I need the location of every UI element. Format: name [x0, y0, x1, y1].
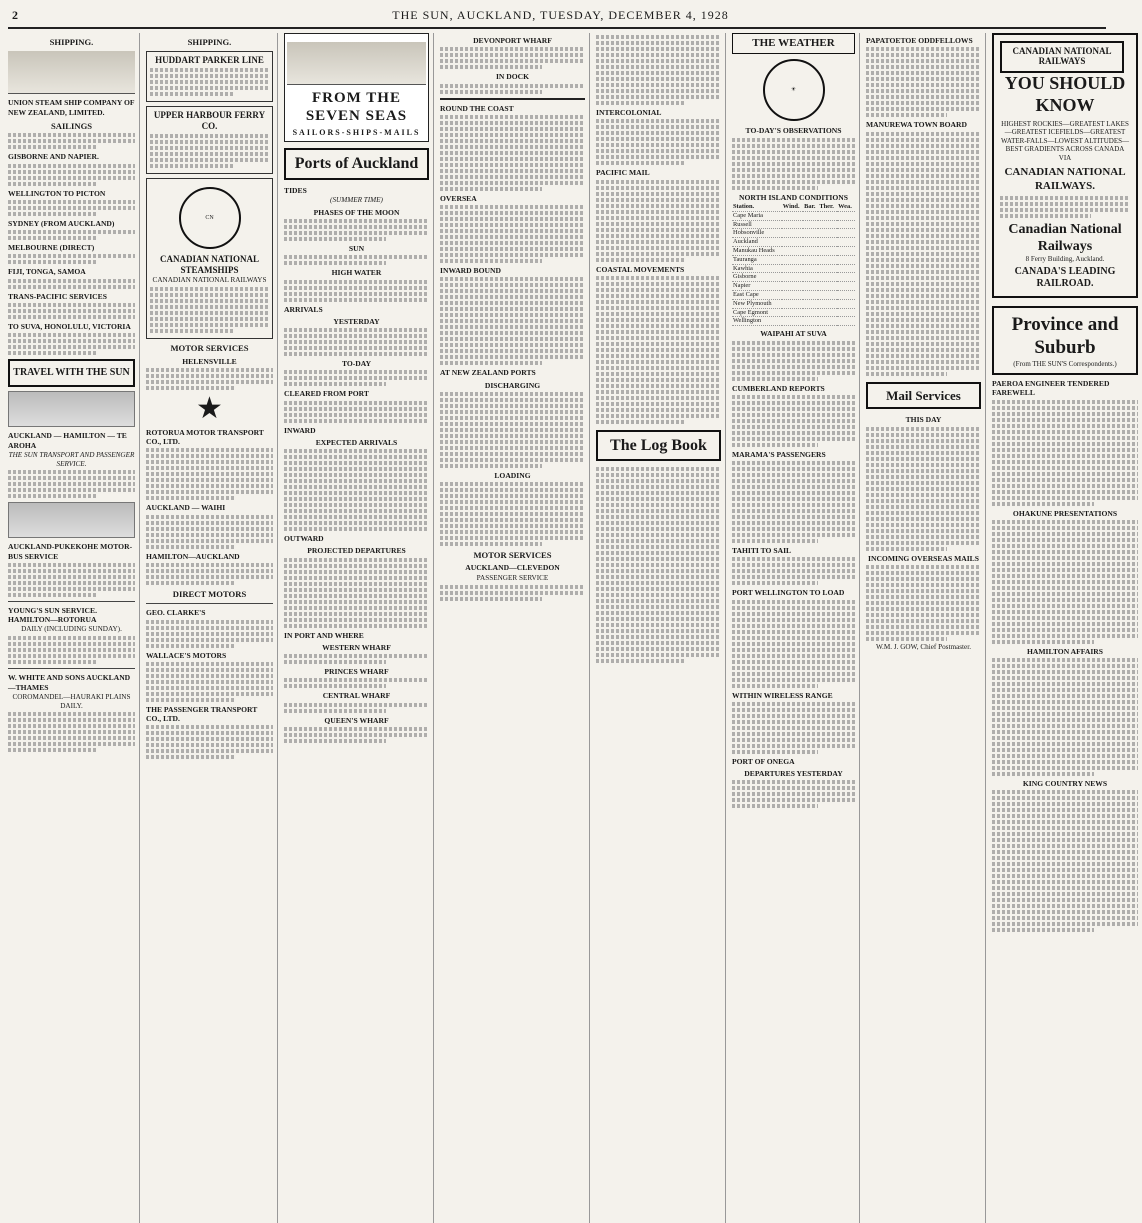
north-island-heading: NORTH ISLAND CONDITIONS [738, 192, 849, 202]
column-8 [992, 33, 1142, 1223]
cn-address: 8 Ferry Building, Auckland. [1025, 255, 1105, 264]
round-coast-heading: ROUND THE COAST [440, 103, 514, 113]
route-6: TRANS-PACIFIC SERVICES [8, 291, 107, 301]
log-book-title: The Log Book [596, 430, 721, 462]
route-5: FIJI, TONGA, SAMOA [8, 267, 86, 277]
cleared-heading: CLEARED FROM PORT [284, 389, 369, 399]
ports-of-auckland-title: Ports of Auckland [284, 148, 429, 180]
queens-wharf: QUEEN'S WHARF [324, 715, 389, 725]
western-wharf: WESTERN WHARF [322, 642, 391, 652]
column-7 [866, 33, 986, 1223]
pukekohe-ad: AUCKLAND-PUKEKOHE MOTOR-BUS SERVICE [8, 542, 133, 561]
intercolonial-heading: INTERCOLONIAL [596, 108, 662, 117]
loading-heading: LOADING [494, 470, 531, 480]
pacific-mail-heading: PACIFIC MAIL [596, 168, 650, 178]
seven-seas-banner [284, 33, 429, 142]
rotorua-ad: YOUNG'S SUN SERVICE. HAMILTON—ROTORUA [8, 605, 97, 625]
princes-wharf: PRINCES WHARF [324, 667, 389, 677]
expected-arrivals-heading: EXPECTED ARRIVALS [315, 437, 398, 447]
arrivals-today: TO-DAY [341, 359, 372, 369]
shipping-heading: SHIPPING. [49, 37, 94, 47]
column-6 [732, 33, 860, 1223]
nz-ports-heading: AT NEW ZEALAND PORTS [440, 368, 536, 378]
table-row: Manukau Heads [732, 246, 855, 255]
route-7: TO SUVA, HONOLULU, VICTORIA [8, 321, 131, 331]
projected-departures-heading: PROJECTED DEPARTURES [307, 546, 406, 556]
th-bar: Bar. [803, 203, 818, 211]
outward-heading: OUTWARD [284, 534, 324, 544]
te-aroha-subtitle: THE SUN TRANSPORT AND PASSENGER SERVICE. [8, 450, 135, 468]
column-3 [284, 33, 434, 1223]
seven-seas-subtitle: SAILORS-SHIPS-MAILS [292, 127, 421, 137]
table-row: East Cape [732, 291, 855, 300]
helensville-ad: HELENSVILLE [182, 356, 237, 366]
king-country-heading: KING COUNTRY NEWS [1022, 779, 1108, 789]
central-wharf: CENTRAL WHARF [322, 691, 391, 701]
hamilton-auckland-ad: HAMILTON—AUCKLAND [146, 551, 240, 561]
devonport-wharf: DEVONPORT WHARF [473, 36, 552, 45]
page-number: 2 [12, 8, 19, 22]
sun-heading: SUN [348, 244, 365, 254]
ysk-subtitle: HIGHEST ROCKIES—GREATEST LAKES—GREATEST ICEFIELDS—GREATEST WATER-FALLS—LOWEST ALTITUDES—BEST GRADIENTS ACROSS CANADA VIA [1000, 119, 1129, 162]
waihi-ad: AUCKLAND — WAIHI [146, 503, 226, 513]
white-sons-ad: W. WHITE AND SONS AUCKLAND—THAMES [8, 673, 131, 692]
province-suburb-title: Province and Suburb [1011, 314, 1119, 359]
route-3: SYDNEY (FROM AUCKLAND) [8, 218, 115, 228]
cn-brand: Canadian National Railways [1008, 222, 1122, 255]
weather-table [732, 203, 855, 326]
table-row: New Plymouth [732, 299, 855, 308]
ohakune-heading: OHAKUNE PRESENTATIONS [1012, 508, 1118, 518]
table-row: Hobsonville [732, 229, 855, 238]
discharging-heading: DISCHARGING [484, 380, 541, 390]
direct-motors-heading: DIRECT MOTORS [172, 588, 247, 599]
upper-harbour-ad: UPPER HARBOUR FERRY CO. [153, 110, 266, 132]
table-row: Tauranga [732, 255, 855, 264]
cn-steamships-ad: CANADIAN NATIONAL STEAMSHIPS [159, 254, 260, 276]
ship-illustration [8, 51, 135, 94]
table-row: Cape Maria [732, 211, 855, 220]
coastal-heading: COASTAL MOVEMENTS [596, 264, 685, 274]
summer-time-label: (SUMMER TIME) [330, 196, 383, 205]
paeroa-heading: PAEROA ENGINEER TENDERED FAREWELL [992, 379, 1110, 398]
table-row: Russell [732, 220, 855, 229]
table-row: Wellington [732, 317, 855, 326]
cn-railways-ad [992, 33, 1138, 298]
star-emblem: ★ [196, 391, 223, 425]
postmaster-signoff: W.M. J. GOW, Chief Postmaster. [875, 642, 972, 651]
moon-phases-heading: PHASES OF THE MOON [313, 207, 400, 217]
route-2: WELLINGTON TO PICTON [8, 188, 106, 198]
cn-railways-line: CANADIAN NATIONAL RAILWAYS [152, 276, 267, 285]
column-4 [440, 33, 590, 1223]
clevedon-ad: AUCKLAND—CLEVEDON [465, 563, 560, 573]
rotorua-subtitle: DAILY (INCLUDING SUNDAY). [21, 625, 122, 634]
th-wind: Wind. [782, 203, 803, 211]
clarke-ad: GEO. CLARKE'S [146, 608, 206, 618]
oversea-heading: OVERSEA [440, 193, 477, 203]
passenger-transport-ad: THE PASSENGER TRANSPORT CO., LTD. [146, 704, 258, 724]
rotorua-motor-ad: ROTORUA MOTOR TRANSPORT CO., LTD. [146, 427, 264, 447]
table-row: Kawhia [732, 264, 855, 273]
province-suburb-banner [992, 306, 1138, 375]
ussco-ad-title: UNION STEAM SHIP COMPANY OF NEW ZEALAND, LIMITED. [8, 98, 135, 117]
travel-with-the-sun-banner: TRAVEL WITH THE SUN [8, 359, 135, 387]
clevedon-subtitle: PASSENGER SERVICE [476, 573, 549, 582]
cn-tagline: CANADA'S LEADING RAILROAD. [1014, 265, 1116, 290]
seven-seas-title: FROM THE SEVEN SEAS [305, 90, 408, 125]
te-aroha-ad: AUCKLAND — HAMILTON — TE AROHA [8, 431, 127, 450]
bus-illustration [8, 391, 135, 427]
route-1: GISBORNE AND NAPIER. [8, 152, 99, 162]
route-4: MELBOURNE (DIRECT) [8, 243, 95, 253]
province-suburb-subtitle: (From THE SUN'S Correspondents.) [1013, 359, 1117, 368]
mail-services-title: Mail Services [866, 382, 981, 410]
papatoetoe-heading: PAPATOETOE ODDFELLOWS [866, 36, 973, 45]
weather-emblem: ☀ [763, 59, 825, 121]
column-1 [8, 33, 140, 1223]
column-2 [146, 33, 278, 1223]
arrivals-yesterday: YESTERDAY [333, 316, 380, 326]
wireless-heading: WITHIN WIRELESS RANGE [732, 690, 833, 700]
th-station: Station. [732, 203, 782, 211]
inward-bound-heading: INWARD BOUND [440, 266, 501, 275]
weather-observations: TO-DAY'S OBSERVATIONS [745, 126, 842, 136]
cn-name: CANADIAN NATIONAL RAILWAYS. [1004, 166, 1126, 192]
table-row: Gisborne [732, 273, 855, 282]
tides-heading: TIDES [284, 185, 307, 195]
white-sons-subtitle: COROMANDEL—HAURAKI PLAINS DAILY. [12, 692, 131, 710]
shipping-heading-2: SHIPPING. [187, 37, 232, 47]
tahiti-heading: TAHITI TO SAIL [732, 546, 792, 556]
inward-heading: INWARD [284, 425, 316, 435]
departures-heading: DEPARTURES YESTERDAY [744, 769, 843, 779]
sailing-ship-illustration [287, 42, 426, 85]
masthead [8, 6, 1106, 29]
you-should-know-headline: YOU SHOULD KNOW [1004, 72, 1126, 115]
hamilton-affairs-heading: HAMILTON AFFAIRS [1026, 646, 1104, 656]
high-water-heading: HIGH WATER [331, 268, 382, 278]
weather-heading: THE WEATHER [732, 33, 855, 54]
this-day-heading: THIS DAY [905, 415, 942, 425]
in-port-heading: IN PORT AND WHERE [284, 630, 364, 640]
passengers-heading: MARAMA'S PASSENGERS [732, 449, 826, 459]
in-dock: IN DOCK [495, 72, 530, 82]
wallace-ad: WALLACE'S MOTORS [146, 650, 227, 660]
th-wea: Wea. [837, 203, 855, 211]
sailings-heading: SAILINGS [50, 120, 93, 131]
port-load-heading: PORT WELLINGTON TO LOAD [732, 588, 845, 598]
cumberland-heading: CUMBERLAND REPORTS [732, 383, 825, 393]
column-5 [596, 33, 726, 1223]
cn-logo: CANADIAN NATIONAL RAILWAYS [1000, 41, 1124, 73]
arrivals-heading: ARRIVALS [284, 304, 323, 314]
huddart-parker-ad: HUDDART PARKER LINE [155, 55, 264, 66]
th-ther: Ther. [818, 203, 837, 211]
motor-services-heading: MOTOR SERVICES [170, 343, 249, 354]
port-onega-heading: PORT OF ONEGA [732, 756, 795, 766]
cn-emblem: CN [179, 187, 241, 249]
incoming-mails-heading: INCOMING OVERSEAS MAILS [868, 553, 979, 563]
manurewa-heading: MANUREWA TOWN BOARD [866, 120, 967, 130]
table-row: Auckland [732, 238, 855, 247]
table-row: Napier [732, 282, 855, 291]
car-illustration [8, 502, 135, 538]
motor-services-heading-2: MOTOR SERVICES [473, 550, 552, 560]
table-row: Cape Egmont [732, 308, 855, 317]
newspaper-title: THE SUN, AUCKLAND, TUESDAY, DECEMBER 4, 1928 [392, 8, 729, 22]
waipahi-heading: WAIPAHI AT SUVA [760, 329, 827, 339]
